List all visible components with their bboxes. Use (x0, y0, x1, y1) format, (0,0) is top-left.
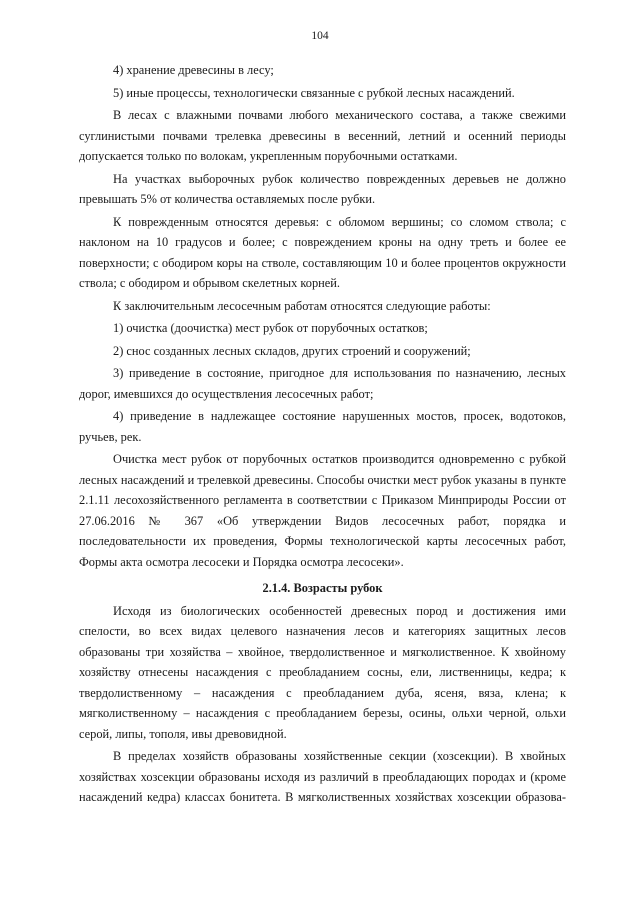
paragraph: 4) хранение древесины в лесу; (113, 63, 274, 77)
section-heading: 2.1.4. Возрасты рубок (262, 581, 383, 595)
paragraph: Очистка мест рубок от порубочных остатков производится одновременно с рубкой лесных насаждений и трелевкой древесины. Способы очистки мест рубок указаны в пункте 2.1.11 лесохозяйственного регламента в соответствии с Приказом Минприроды России от 27.06.2016 № 367 «Об утверждении Видов лесосечных работ, порядка и последовательности их проведения, Формы технологической карты лесосечных работ, Формы акта осмотра лесосеки и Порядка осмотра лесосеки». (79, 452, 566, 569)
paragraph: 2) снос созданных лесных складов, других строений и сооружений; (113, 343, 471, 358)
document-body (79, 60, 566, 810)
paragraph: 3) приведение в состояние, пригодное для использования по назначению, лесных дорог, имевшихся до осуществления лесосечных работ; (79, 366, 566, 401)
paragraph: 1) очистка (доочистка) мест рубок от порубочных остатков; (113, 321, 428, 335)
paragraph: На участках выборочных рубок количество поврежденных деревьев не должно превышать 5% от количества оставляемых после рубки. (79, 171, 566, 206)
paragraph: Исходя из биологических особенностей древесных пород и достижения ими спелости, во всех видах целевого назначения лесов и категориях защитных лесов образованы три хозяйства – хвойное, твердолиственное и мягколиственное. К хвойному хозяйству отнесены насаждения с преобладанием сосны, ели, лиственницы, кедра; к твердолиственному – насаждения с преобладанием дуба, ясеня, вяза, клена; к мягколиственному – насаждения с преобладанием березы, осины, ольхи черной, ольхи серой, липы, тополя, ивы древовидной. (79, 603, 566, 741)
paragraph: К заключительным лесосечным работам относятся следующие работы: (113, 298, 491, 313)
paragraph: В пределах хозяйств образованы хозяйственные секции (хозсекции). В хвойных хозяйствах хозсекции образованы исходя из различий в преобладающих породах и (кроме насаждений кедра) классах бонитета. В мягколиственных хозяйствах хозсекции образова- (79, 749, 566, 804)
paragraph: 5) иные процессы, технологически связанные с рубкой лесных насаждений. (113, 85, 515, 100)
paragraph: В лесах с влажными почвами любого механического состава, а также свежими суглинистыми почвами трелевка древесины в весенний, летний и осенний периоды допускается только по волокам, укрепленным порубочными остатками. (79, 108, 566, 163)
paragraph: К поврежденным относятся деревья: с обломом вершины; со сломом ствола; с наклоном на 10 градусов и более; с повреждением кроны на одну треть и более ее поверхности; с ободиром коры на стволе, составляющим 10 и более процентов окружности ствола; с ободиром и обрывом скелетных корней. (79, 214, 566, 290)
paragraph: 4) приведение в надлежащее состояние нарушенных мостов, просек, водотоков, ручьев, рек. (79, 409, 566, 444)
page-number: 104 (311, 30, 329, 42)
